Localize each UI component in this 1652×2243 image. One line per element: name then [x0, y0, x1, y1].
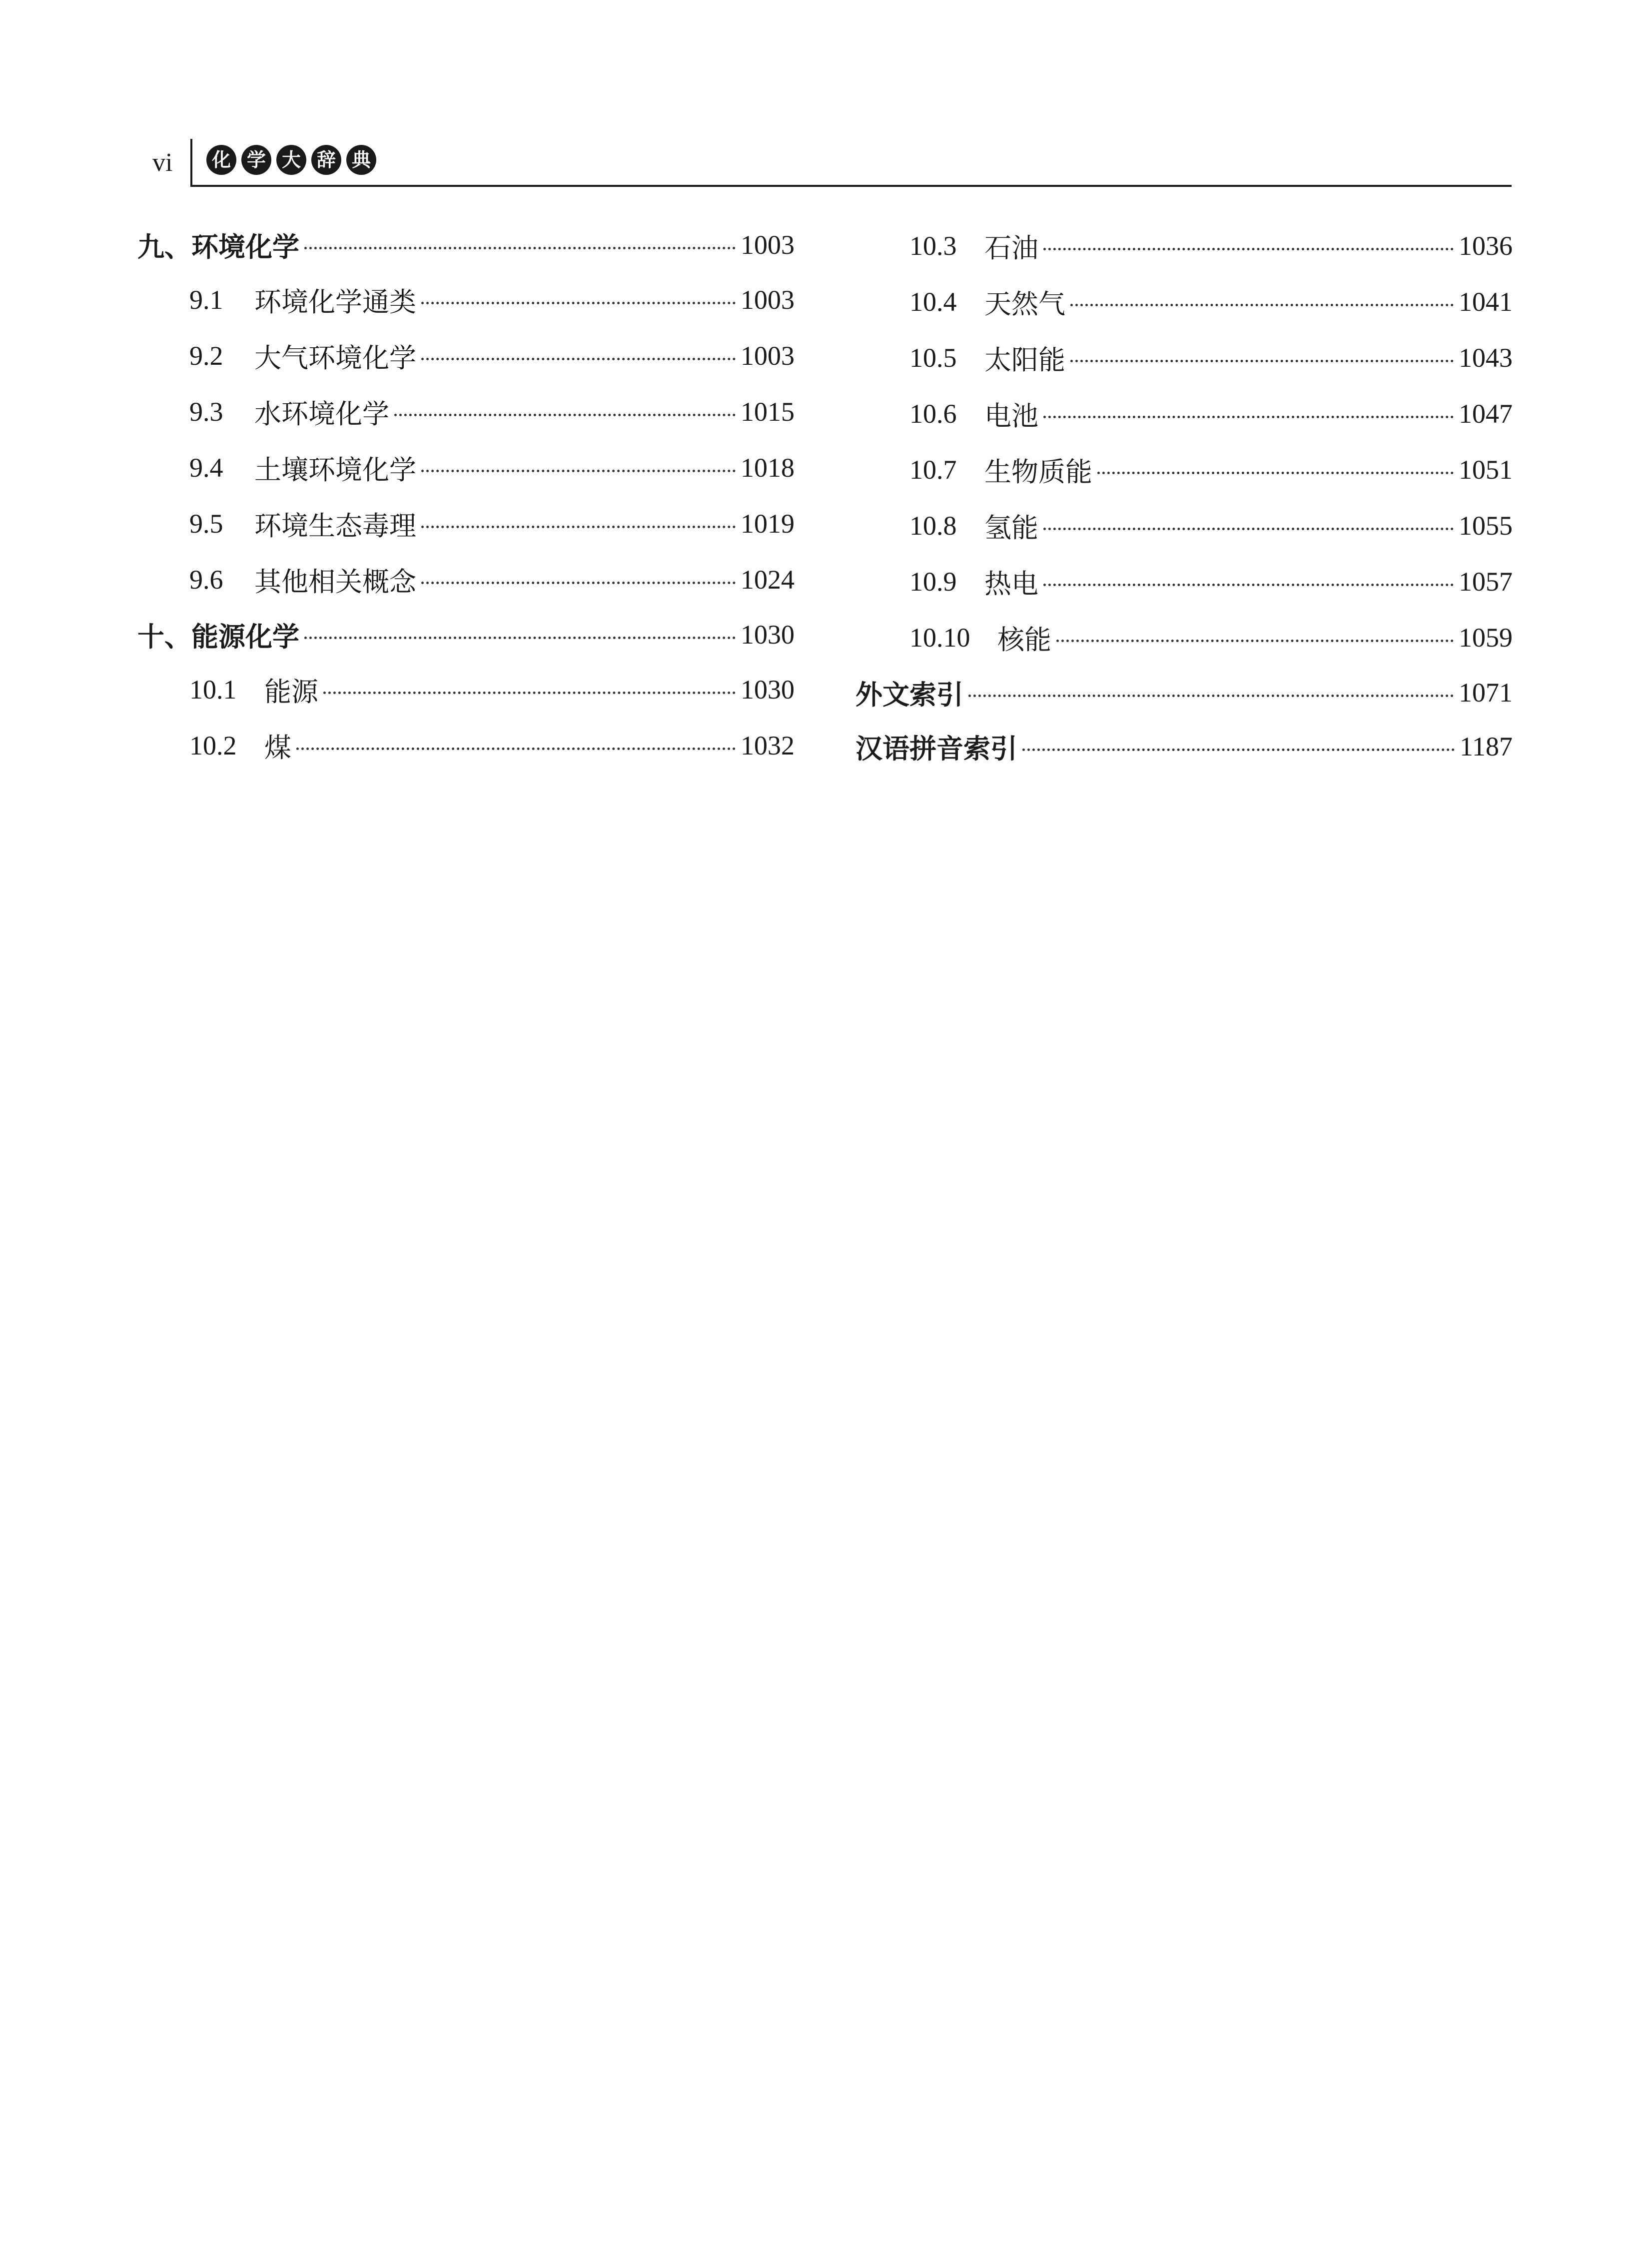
- toc-item-entry[interactable]: [855, 218, 1513, 274]
- toc-page-number: 1041: [1459, 287, 1513, 317]
- toc-item-entry[interactable]: [137, 718, 795, 773]
- book-title-char: 化: [206, 145, 236, 175]
- book-title-char: 学: [241, 145, 271, 175]
- toc-page-number: 1047: [1459, 399, 1513, 429]
- toc-item-entry[interactable]: [137, 662, 795, 718]
- toc-item-entry[interactable]: [855, 386, 1513, 442]
- toc-page-number: 1003: [741, 285, 795, 315]
- toc-item-label: 生物质能: [984, 456, 1092, 488]
- toc-page-number: 1043: [1459, 343, 1513, 373]
- toc-item-label: 热电: [984, 568, 1038, 600]
- toc-item-label: 能源: [264, 676, 318, 708]
- toc-section-label: 九、环境化学: [137, 231, 299, 263]
- toc-item-entry[interactable]: [855, 554, 1513, 610]
- toc-section-entry[interactable]: [855, 720, 1513, 773]
- toc-item-label: 水环境化学: [254, 398, 389, 430]
- toc-item-number: 10.3: [909, 231, 957, 261]
- toc-item-number: 9.4: [189, 453, 223, 483]
- toc-item-number: 10.9: [909, 567, 957, 597]
- toc-page-number: 1032: [741, 731, 795, 760]
- book-title: [206, 145, 376, 175]
- dot-leader: [421, 302, 736, 304]
- header-rule: [190, 185, 1512, 187]
- toc-page-number: 1055: [1459, 511, 1513, 541]
- toc-page-number: 1015: [741, 397, 795, 427]
- toc-item-label: 大气环境化学: [254, 342, 416, 374]
- dot-leader: [1043, 416, 1454, 418]
- toc-page-number: 1036: [1459, 231, 1513, 261]
- toc-section-label: 汉语拼音索引: [855, 733, 1017, 764]
- toc-item-entry[interactable]: [855, 330, 1513, 386]
- toc-item-number: 10.1: [189, 675, 237, 705]
- toc-item-number: 10.6: [909, 399, 957, 429]
- dot-leader: [421, 526, 736, 528]
- toc-item-entry[interactable]: [137, 496, 795, 552]
- toc-page-number: 1018: [741, 453, 795, 483]
- toc-page-number: 1024: [741, 565, 795, 595]
- toc-item-number: 10.5: [909, 343, 957, 373]
- dot-leader: [394, 414, 736, 416]
- toc-item-label: 环境生态毒理: [254, 510, 416, 542]
- toc-section-entry[interactable]: [137, 218, 795, 272]
- toc-page-number: 1051: [1459, 455, 1513, 485]
- toc-item-number: 9.6: [189, 565, 223, 595]
- toc-page-number: 1057: [1459, 567, 1513, 597]
- dot-leader: [323, 692, 736, 694]
- toc-item-label: 电池: [984, 400, 1038, 432]
- toc-page-number: 1030: [741, 675, 795, 705]
- toc-item-number: 9.1: [189, 285, 223, 315]
- toc-item-label: 天然气: [984, 288, 1065, 320]
- toc-item-entry[interactable]: [137, 440, 795, 496]
- toc-page-number: 1003: [741, 230, 795, 260]
- dot-leader: [304, 247, 736, 249]
- toc-item-number: 9.3: [189, 397, 223, 427]
- toc-item-label: 核能: [997, 624, 1051, 656]
- book-title-char: 大: [276, 145, 306, 175]
- toc-item-entry[interactable]: [855, 274, 1513, 330]
- dot-leader: [1043, 584, 1454, 586]
- dot-leader: [968, 695, 1454, 697]
- toc-item-number: 10.7: [909, 455, 957, 485]
- toc-right-column: [855, 218, 1513, 773]
- book-title-char: 辞: [311, 145, 341, 175]
- toc-item-entry[interactable]: [137, 552, 795, 608]
- toc-item-entry[interactable]: [137, 328, 795, 384]
- toc-item-number: 10.4: [909, 287, 957, 317]
- toc-item-entry[interactable]: [855, 498, 1513, 554]
- toc-item-entry[interactable]: [137, 272, 795, 328]
- dot-leader: [1070, 360, 1454, 362]
- toc-item-number: 10.2: [189, 731, 237, 760]
- book-title-char: 典: [346, 145, 376, 175]
- dot-leader: [296, 748, 736, 750]
- toc-page-number: 1187: [1460, 732, 1513, 761]
- toc-item-label: 太阳能: [984, 344, 1065, 376]
- toc-item-number: 10.10: [909, 623, 970, 653]
- toc-left-column: [137, 218, 795, 773]
- dot-leader: [1056, 640, 1454, 642]
- dot-leader: [1070, 304, 1454, 306]
- page-header: [152, 139, 1512, 187]
- toc-item-label: 环境化学通类: [254, 286, 416, 318]
- toc-section-label: 十、能源化学: [137, 621, 299, 653]
- toc-section-entry[interactable]: [137, 608, 795, 662]
- toc-item-entry[interactable]: [855, 442, 1513, 498]
- toc-item-label: 其他相关概念: [254, 566, 416, 598]
- dot-leader: [421, 358, 736, 360]
- toc-item-label: 土壤环境化学: [254, 454, 416, 486]
- toc-item-number: 10.8: [909, 511, 957, 541]
- toc-item-number: 9.5: [189, 509, 223, 539]
- toc-item-entry[interactable]: [137, 384, 795, 440]
- page-number: vi: [152, 148, 173, 177]
- dot-leader: [1043, 248, 1454, 250]
- dot-leader: [1043, 528, 1454, 530]
- toc-page-number: 1059: [1459, 623, 1513, 653]
- toc-page-number: 1030: [741, 620, 795, 650]
- dot-leader: [304, 637, 736, 639]
- toc-page-number: 1003: [741, 341, 795, 371]
- header-divider: [190, 139, 192, 185]
- dot-leader: [1022, 748, 1455, 751]
- dot-leader: [1097, 472, 1454, 474]
- dot-leader: [421, 470, 736, 472]
- toc-page-number: 1071: [1459, 678, 1513, 708]
- toc-page-number: 1019: [741, 509, 795, 539]
- toc-item-label: 煤: [264, 732, 291, 763]
- toc-item-label: 石油: [984, 232, 1038, 264]
- toc-item-entry[interactable]: [855, 610, 1513, 666]
- toc-item-label: 氢能: [984, 512, 1038, 544]
- toc-item-number: 9.2: [189, 341, 223, 371]
- toc-section-label: 外文索引: [855, 679, 963, 711]
- toc-section-entry[interactable]: [855, 666, 1513, 720]
- dot-leader: [421, 582, 736, 584]
